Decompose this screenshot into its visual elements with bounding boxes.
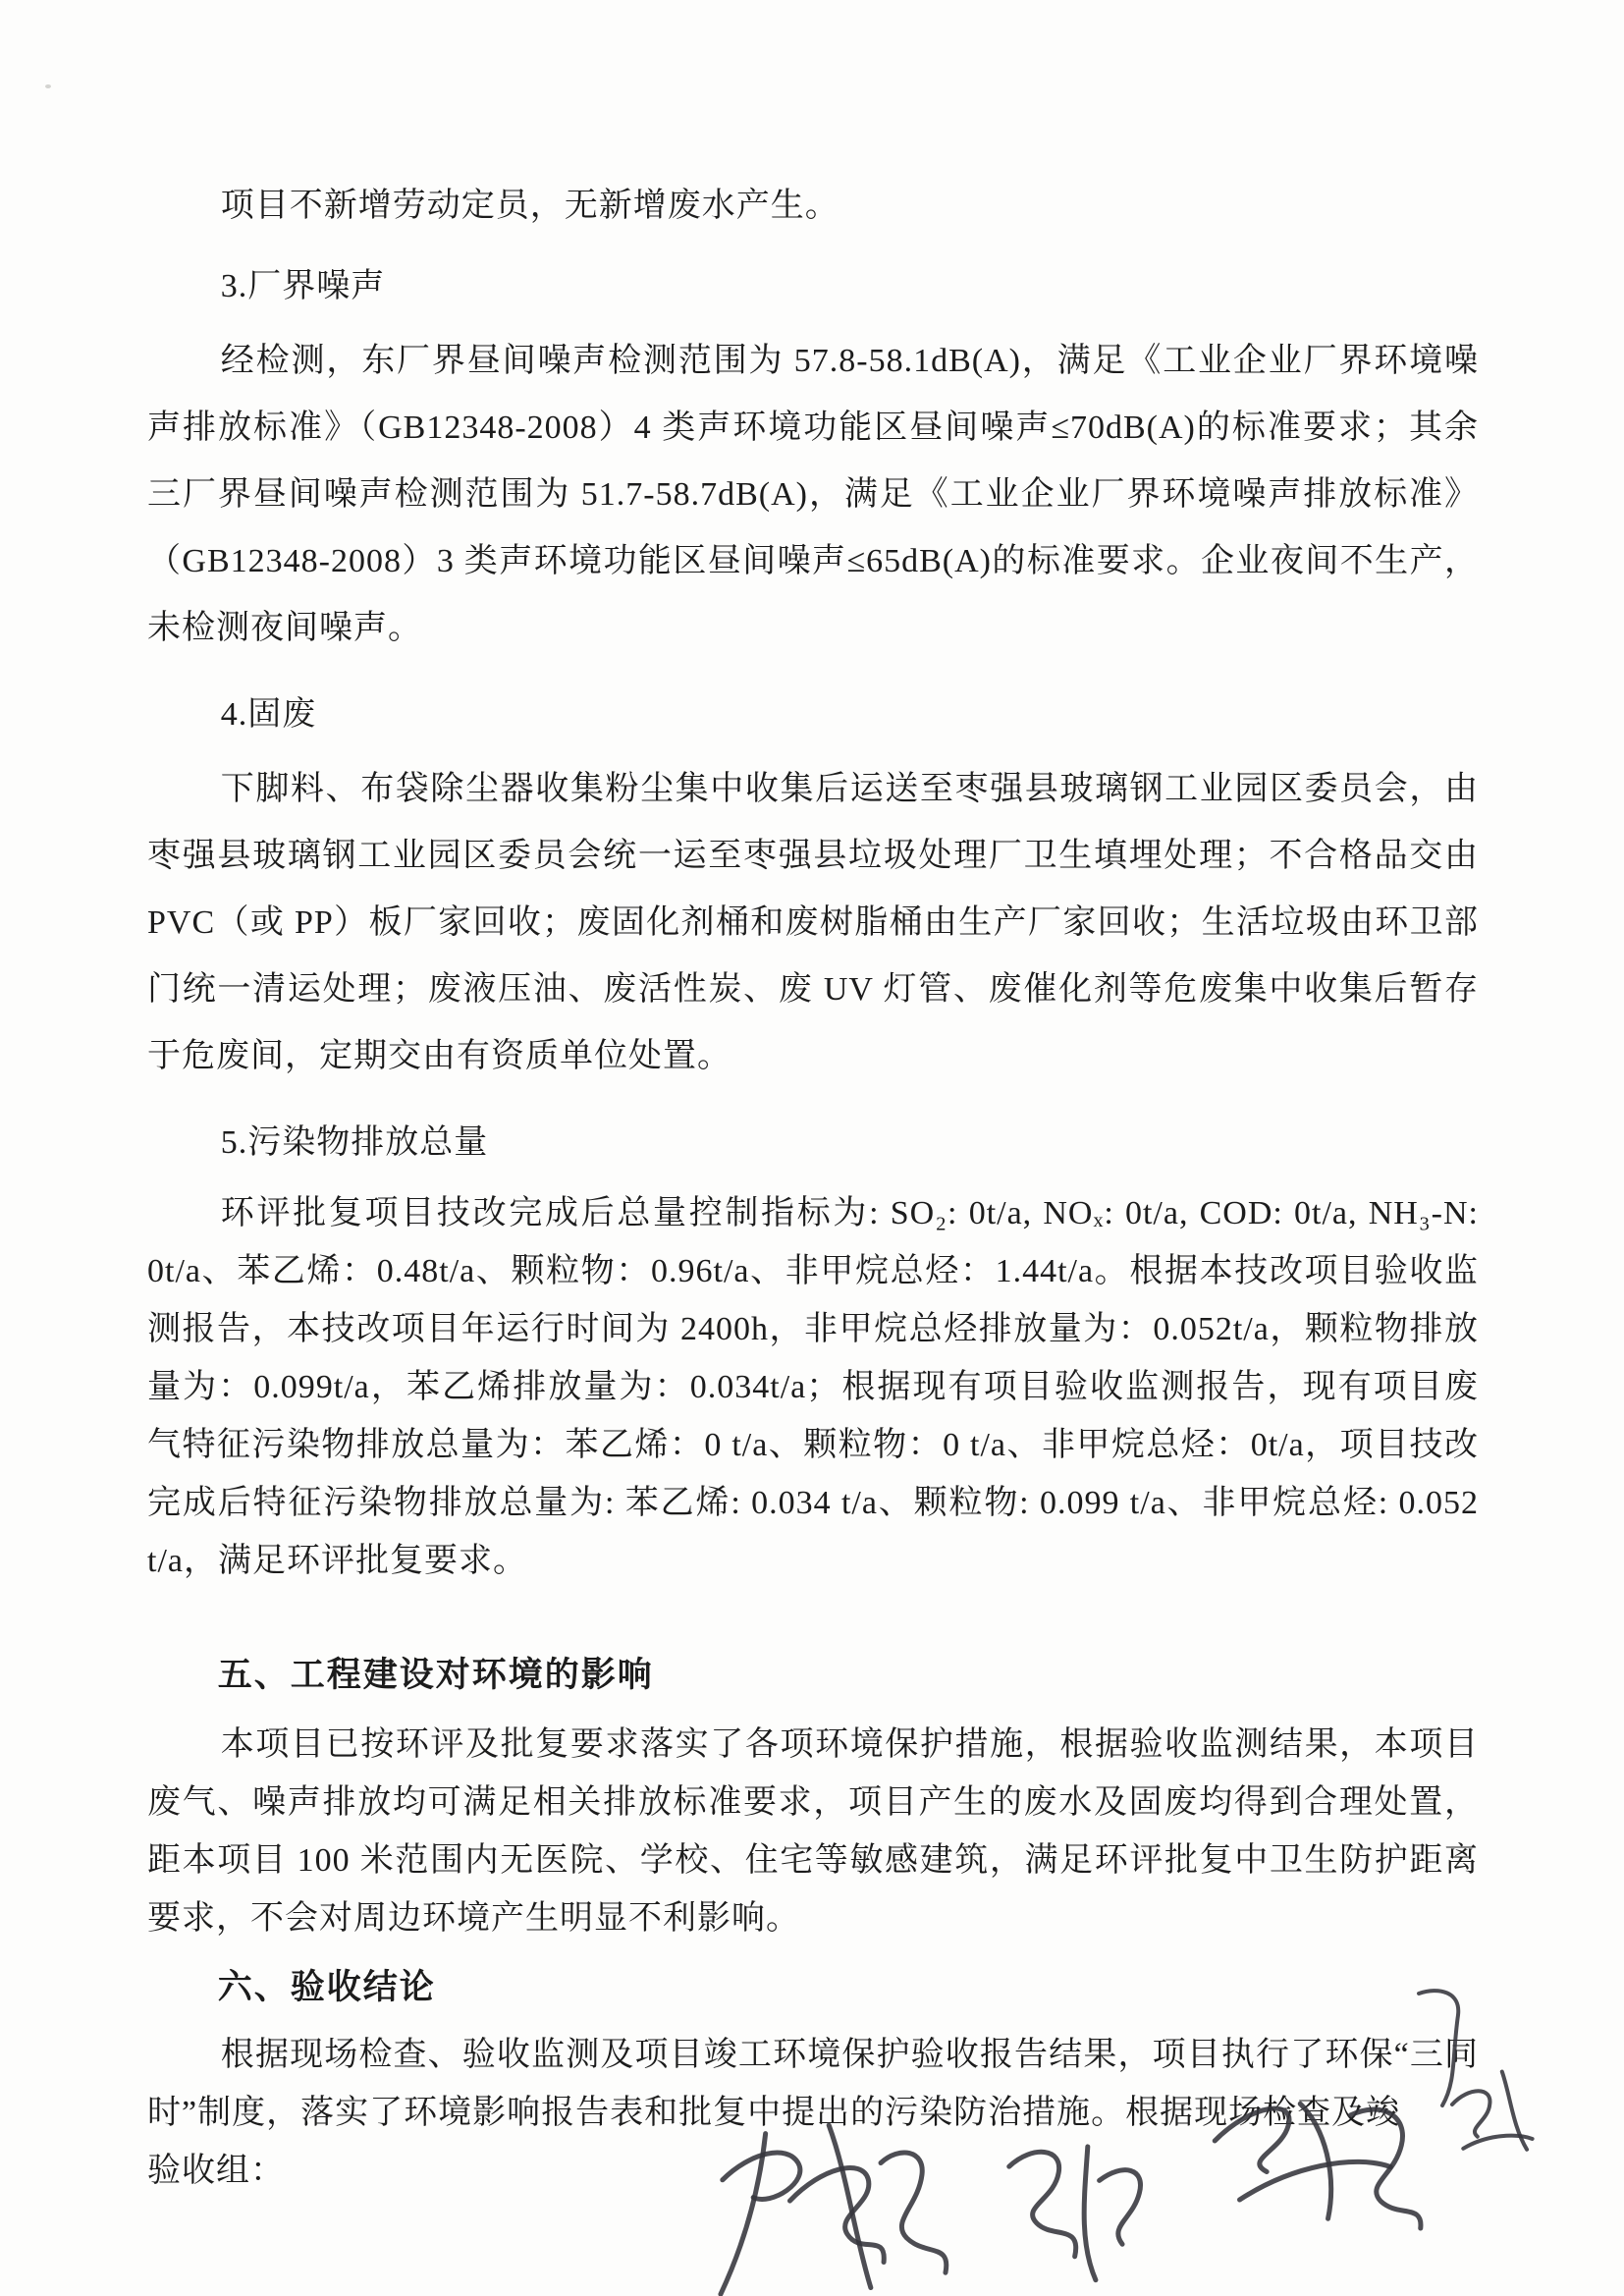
signature-3 bbox=[1213, 2095, 1422, 2246]
paragraph-acceptance-group-label: 验收组： bbox=[147, 2153, 285, 2189]
signature-2 bbox=[1008, 2144, 1146, 2284]
paragraph-noise-results: 经检测，东厂界昼间噪声检测范围为 57.8-58.1dB(A)，满足《工业企业厂界环境噪声排放标准》（GB12348-2008）4 类声环境功能区昼间噪声≤70dB(A)的标准要求；其余三厂界昼间噪声检测范围为 51.7-58.7dB(A)，满足《工业企业厂界环境噪声排放标准》（GB12348-2008）3 类声环境功能区昼间噪声≤65dB(A)的标准要求。企业夜间不生产，未检测夜间噪声。 bbox=[147, 343, 1479, 646]
handwritten-signatures bbox=[589, 1972, 1581, 2296]
signatures-svg bbox=[589, 1972, 1581, 2296]
subheading-total-emissions: 5.污染物排放总量 bbox=[220, 1124, 489, 1161]
signature-4 bbox=[1448, 2069, 1534, 2159]
paragraph-total-emissions: 环评批复项目技改完成后总量控制指标为: SO₂: 0t/a, NOₓ: 0t/a, COD: 0t/a, NH₃-N: 0t/a、苯乙烯：0.48t/a、颗粒物：0.96t/a、非甲烷总烃：1.44t/a。根据本技改项目验收监测报告，本技改项目年运行时间为 2400h，非甲烷总烃排放量为：0.052t/a，颗粒物排放量为：0.099t/a，苯乙烯排放量为：0.034t/a；根据现有项目验收监测报告，现有项目废气特征污染物排放总量为：苯乙烯：0 t/a、颗粒物：0 t/a、非甲烷总烃：0t/a，项目技改完成后特征污染物排放总量为: 苯乙烯: 0.034 t/a、颗粒物: 0.099 t/a、非甲烷总烃: 0.052 t/a，满足环评批复要求。 bbox=[147, 1195, 1479, 1579]
subheading-boundary-noise: 3.厂界噪声 bbox=[220, 268, 386, 304]
heading-section-6-conclusion: 六、验收结论 bbox=[217, 1968, 436, 2006]
paragraph-no-new-wastewater: 项目不新增劳动定员，无新增废水产生。 bbox=[220, 188, 839, 224]
paragraph-solid-waste: 下脚料、布袋除尘器收集粉尘集中收集后运送至枣强县玻璃钢工业园区委员会，由枣强县玻璃钢工业园区委员会统一运至枣强县垃圾处理厂卫生填埋处理；不合格品交由 PVC（或 PP）板厂家回收；废固化剂桶和废树脂桶由生产厂家回收；生活垃圾由环卫部门统一清运处理；废液压油、废活性炭、废 UV 灯管、废催化剂等危废集中收集后暂存于危废间，定期交由有资质单位处置。 bbox=[147, 771, 1479, 1074]
paragraph-acceptance-conclusion: 根据现场检查、验收监测及项目竣工环境保护验收报告结果，项目执行了环保“三同时”制度，落实了环境影响报告表和批复中提出的污染防治措施。根据现场检查及竣 bbox=[147, 2037, 1479, 2131]
scan-artifact bbox=[45, 84, 51, 88]
signature-flourish bbox=[1419, 1991, 1458, 2105]
heading-section-5-impact: 五、工程建设对环境的影响 bbox=[217, 1656, 654, 1694]
subheading-solid-waste: 4.固废 bbox=[220, 696, 317, 733]
paragraph-environmental-impact: 本项目已按环评及批复要求落实了各项环境保护措施，根据验收监测结果，本项目废气、噪声排放均可满足相关排放标准要求，项目产生的废水及固废均得到合理处置，距本项目 100 米范围内无医院、学校、住宅等敏感建筑，满足环评批复中卫生防护距离要求，不会对周边环境产生明显不利影响。 bbox=[147, 1726, 1479, 1937]
signature-1 bbox=[710, 2117, 948, 2296]
